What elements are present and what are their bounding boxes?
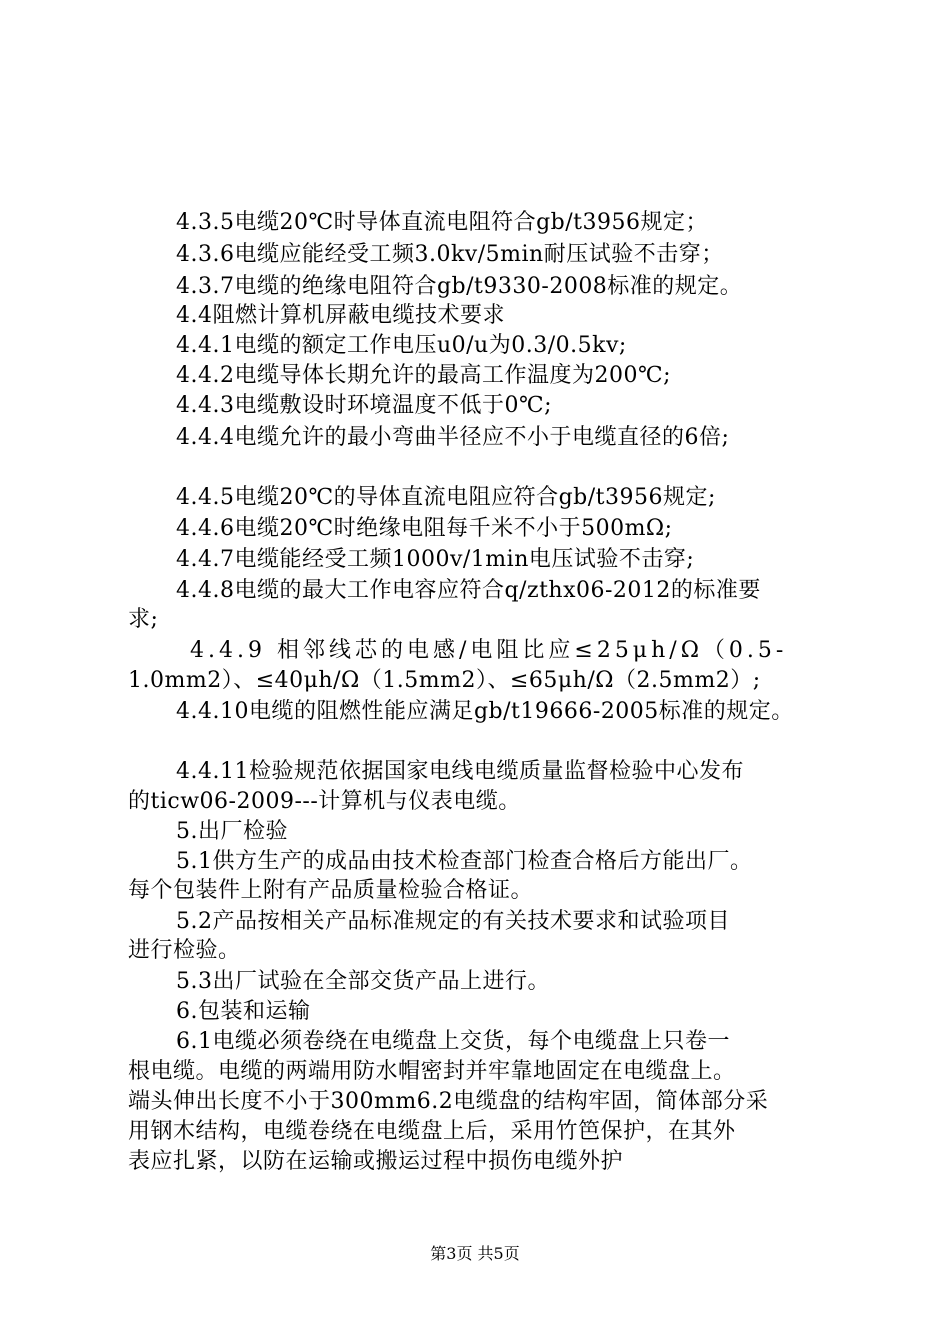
text-line: 求; [128,607,159,632]
text-line: 进行检验。 [128,938,241,963]
text-line: 5.1供方生产的成品由技术检查部门检查合格后方能出厂。 [176,849,753,874]
text-line: 4.4.1电缆的额定工作电压u0/u为0.3/0.5kv; [176,333,627,358]
text-line: 的ticw06-2009---计算机与仪表电缆。 [128,789,521,814]
section-heading: 4.4阻燃计算机屏蔽电缆技术要求 [176,303,505,328]
text-line: 4.4.8电缆的最大工作电容应符合q/zthx06-2012的标准要 [176,578,761,603]
text-line: 6.1电缆必须卷绕在电缆盘上交货，每个电缆盘上只卷一 [176,1029,730,1054]
text-line: 端头伸出长度不小于300mm6.2电缆盘的结构牢固，简体部分采 [128,1089,769,1114]
text-line: 4.4.5电缆20℃的导体直流电阻应符合gb/t3956规定; [176,485,716,510]
section-heading: 6.包装和运输 [176,999,311,1024]
text-line: 4.3.7电缆的绝缘电阻符合gb/t9330-2008标准的规定。 [176,274,743,299]
text-line: 根电缆。电缆的两端用防水帽密封并牢靠地固定在电缆盘上。 [128,1059,736,1084]
text-line: 每个包装件上附有产品质量检验合格证。 [128,878,534,903]
text-line: 4.4.2电缆导体长期允许的最高工作温度为200℃; [176,363,671,388]
text-line: 4.4.10电缆的阻燃性能应满足gb/t19666-2005标准的规定。 [176,699,794,724]
text-line: 4.3.5电缆20℃时导体直流电阻符合gb/t3956规定； [176,210,708,235]
text-line: 4.4.6电缆20℃时绝缘电阻每千米不小于500mΩ; [176,516,673,541]
section-heading: 5.出厂检验 [176,819,288,844]
text-line: 表应扎紧，以防在运输或搬运过程中损伤电缆外护 [128,1149,624,1174]
text-line: 5.2产品按相关产品标准规定的有关技术要求和试验项目 [176,909,730,934]
text-line: 5.3出厂试验在全部交货产品上进行。 [176,969,550,994]
text-line: 4.3.6电缆应能经受工频3.0kv/5min耐压试验不击穿； [176,242,724,267]
text-line: 4.4.4电缆允许的最小弯曲半径应不小于电缆直径的6倍; [176,425,730,450]
text-line: 4.4.3电缆敷设时环境温度不低于0℃; [176,393,552,418]
text-line: 4.4.11检验规范依据国家电线电缆质量监督检验中心发布 [176,759,744,784]
page-footer: 第3页 共5页 [430,1244,520,1263]
text-line: 1.0mm2）、≤40μh/Ω（1.5mm2）、≤65μh/Ω（2.5mm2）; [128,668,761,693]
text-line: 用钢木结构，电缆卷绕在电缆盘上后，采用竹笆保护，在其外 [128,1119,736,1144]
text-line: 4.4.7电缆能经受工频1000v/1min电压试验不击穿; [176,547,695,572]
text-line: 4.4.9 相邻线芯的电感/电阻比应≤25μh/Ω（0.5- [190,638,788,663]
